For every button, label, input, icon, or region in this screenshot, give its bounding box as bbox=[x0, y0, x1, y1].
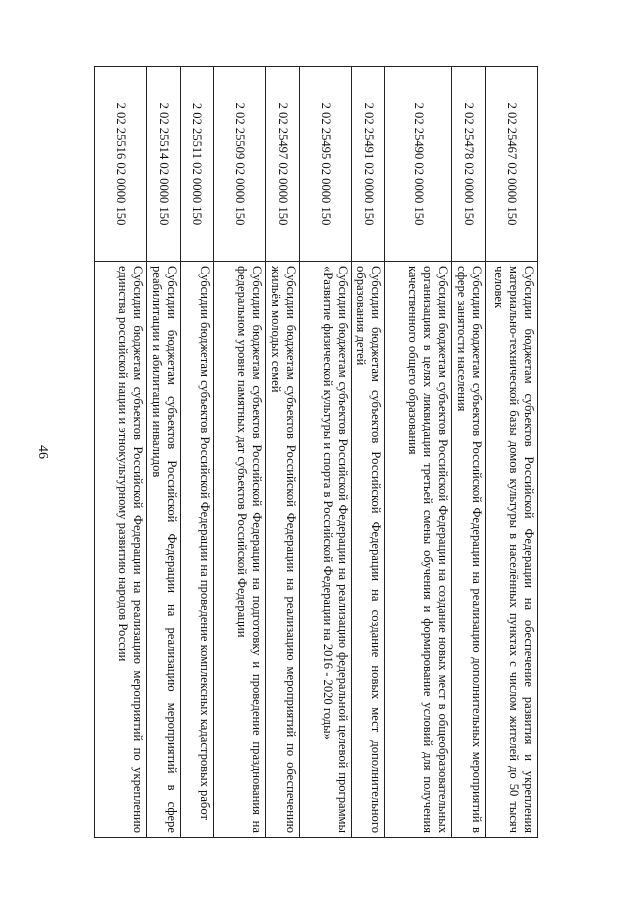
description-cell: Субсидии бюджетам субъектов Российской Федерации на проведение комплексных кадастровых работ bbox=[180, 262, 213, 838]
code-cell: 2 02 25490 02 0000 150 bbox=[385, 67, 452, 262]
table-row bbox=[299, 67, 351, 838]
table-row bbox=[95, 67, 147, 838]
code-cell: 2 02 25497 02 0000 150 bbox=[266, 67, 299, 262]
code-cell: 2 02 25509 02 0000 150 bbox=[214, 67, 266, 262]
table-row bbox=[266, 67, 299, 838]
description-cell: Субсидии бюджетам субъектов Российской Федерации на обеспечение развития и укрепления материально-технической базы домов культуры в населённых пунктах с числом жителей до 50 тысяч человек bbox=[485, 262, 537, 838]
description-cell: Субсидии бюджетам субъектов Российской Федерации на подготовку и проведение празднования на федеральном уровне памятных дат субъектов Российской Федерации bbox=[214, 262, 266, 838]
code-cell: 2 02 25467 02 0000 150 bbox=[485, 67, 537, 262]
code-cell: 2 02 25495 02 0000 150 bbox=[299, 67, 351, 262]
table-row bbox=[352, 67, 385, 838]
table-row bbox=[485, 67, 537, 838]
description-cell: Субсидии бюджетам субъектов Российской Федерации на реализацию мероприятий в сфере реабилитации и абилитации инвалидов bbox=[147, 262, 180, 838]
table-row bbox=[147, 67, 180, 838]
budget-codes-table bbox=[94, 66, 538, 838]
table-row bbox=[180, 67, 213, 838]
code-cell: 2 02 25516 02 0000 150 bbox=[95, 67, 147, 262]
description-cell: Субсидии бюджетам субъектов Российской Федерации на реализацию мероприятий по обеспечению жильём молодых семей bbox=[266, 262, 299, 838]
description-cell: Субсидии бюджетам субъектов Российской Федерации на создание новых мест в общеобразовательных организациях в целях ликвидации третьей смены обучения и формирование условий для получения качественного общего образования bbox=[385, 262, 452, 838]
description-cell: Субсидии бюджетам субъектов Российской Федерации на реализацию федеральной целевой программы «Развитие физической культуры и спорта в Российской Федерации на 2016 - 2020 годы» bbox=[299, 262, 351, 838]
code-cell: 2 02 25491 02 0000 150 bbox=[352, 67, 385, 262]
table-row bbox=[452, 67, 485, 838]
page-number: 46 bbox=[35, 445, 50, 459]
budget-codes-table-container bbox=[94, 66, 538, 838]
description-cell: Субсидии бюджетам субъектов Российской Федерации на создание новых мест дополнительного образования детей bbox=[352, 262, 385, 838]
description-cell: Субсидии бюджетам субъектов Российской Федерации на реализацию мероприятий по укреплению единства российской нации и этнокультурному развитию народов России bbox=[95, 262, 147, 838]
description-cell: Субсидии бюджетам субъектов Российской Федерации на реализацию дополнительных мероприятий в сфере занятости населения bbox=[452, 262, 485, 838]
table-row bbox=[214, 67, 266, 838]
code-cell: 2 02 25511 02 0000 150 bbox=[180, 67, 213, 262]
code-cell: 2 02 25514 02 0000 150 bbox=[147, 67, 180, 262]
table-row bbox=[385, 67, 452, 838]
code-cell: 2 02 25478 02 0000 150 bbox=[452, 67, 485, 262]
